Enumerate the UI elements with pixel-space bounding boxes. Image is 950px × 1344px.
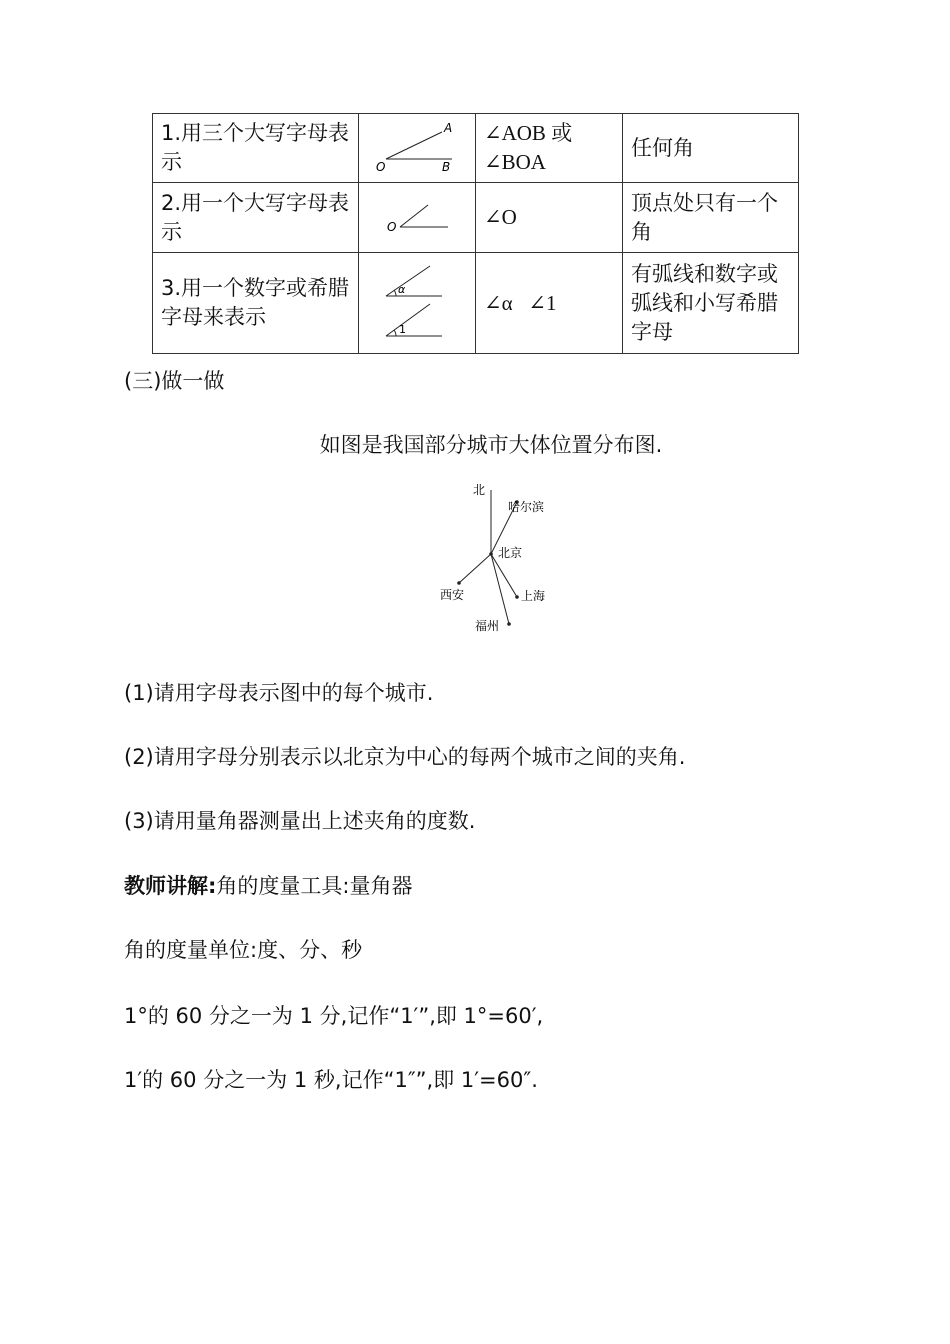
map-caption: 如图是我国部分城市大体位置分布图. — [319, 433, 663, 457]
notation-2: ∠BOA — [484, 150, 546, 174]
label-o: O — [387, 219, 397, 234]
fuzhou-dot — [507, 622, 511, 626]
angle-o-figure — [372, 193, 462, 243]
city-map-figure — [430, 476, 570, 638]
label-alpha: α — [398, 283, 406, 296]
notation-1: ∠α — [484, 290, 513, 315]
condition-cell: 顶点处只有一个角 — [623, 183, 799, 253]
notation-cell — [476, 253, 623, 354]
label-one: 1 — [399, 323, 406, 336]
shanghai-label: 上海 — [521, 589, 546, 603]
notation-1: ∠AOB — [484, 121, 546, 145]
label-a: A — [444, 121, 453, 135]
unit-line: 角的度量单位:度、分、秒 — [124, 938, 363, 962]
table-row — [153, 183, 799, 253]
angle-aob-figure — [372, 119, 462, 177]
minute-line: 1′的 60 分之一为 1 秒,记作“1″”,即 1′=60″. — [124, 1068, 538, 1092]
teacher-line — [124, 871, 412, 901]
figure-cell — [359, 253, 476, 354]
table-row — [153, 253, 799, 354]
shanghai-line — [491, 554, 517, 597]
question-1: (1)请用字母表示图中的每个城市. — [124, 681, 434, 705]
angle-alpha-1-figure — [372, 258, 462, 348]
condition-cell: 任何角 — [623, 114, 799, 183]
xian-dot — [457, 581, 461, 585]
north-label: 北 — [473, 483, 486, 497]
notation-2: ∠1 — [528, 290, 557, 315]
notation-cell — [476, 114, 623, 183]
teacher-text: 角的度量工具:量角器 — [216, 874, 413, 898]
condition-cell: 有弧线和数字或弧线和小写希腊字母 — [623, 253, 799, 354]
notation-1: ∠O — [484, 205, 517, 229]
xian-label: 西安 — [440, 588, 465, 602]
method-cell: 3.用一个数字或希腊字母来表示 — [153, 253, 359, 354]
fuzhou-label: 福州 — [475, 619, 500, 633]
notation-joiner: 或 — [551, 121, 573, 145]
shanghai-dot — [515, 595, 519, 599]
method-cell: 2.用一个大写字母表示 — [153, 183, 359, 253]
teacher-label: 教师讲解: — [124, 874, 217, 898]
fuzhou-line — [491, 554, 509, 624]
angle-notation-table — [152, 113, 799, 354]
xian-line — [459, 554, 491, 583]
harbin-label: 哈尔滨 — [508, 500, 545, 514]
figure-cell — [359, 183, 476, 253]
label-b: B — [442, 160, 451, 174]
question-2: (2)请用字母分别表示以北京为中心的每两个城市之间的夹角. — [124, 745, 686, 769]
question-3: (3)请用量角器测量出上述夹角的度数. — [124, 809, 476, 833]
label-o: O — [376, 160, 386, 174]
table-row — [153, 114, 799, 183]
beijing-label: 北京 — [498, 546, 523, 560]
method-cell: 1.用三个大写字母表示 — [153, 114, 359, 183]
beijing-dot — [489, 552, 493, 556]
degree-line: 1°的 60 分之一为 1 分,记作“1′”,即 1°=60′, — [124, 1004, 544, 1028]
figure-cell — [359, 114, 476, 183]
section-heading: (三)做一做 — [124, 369, 225, 393]
notation-cell — [476, 183, 623, 253]
